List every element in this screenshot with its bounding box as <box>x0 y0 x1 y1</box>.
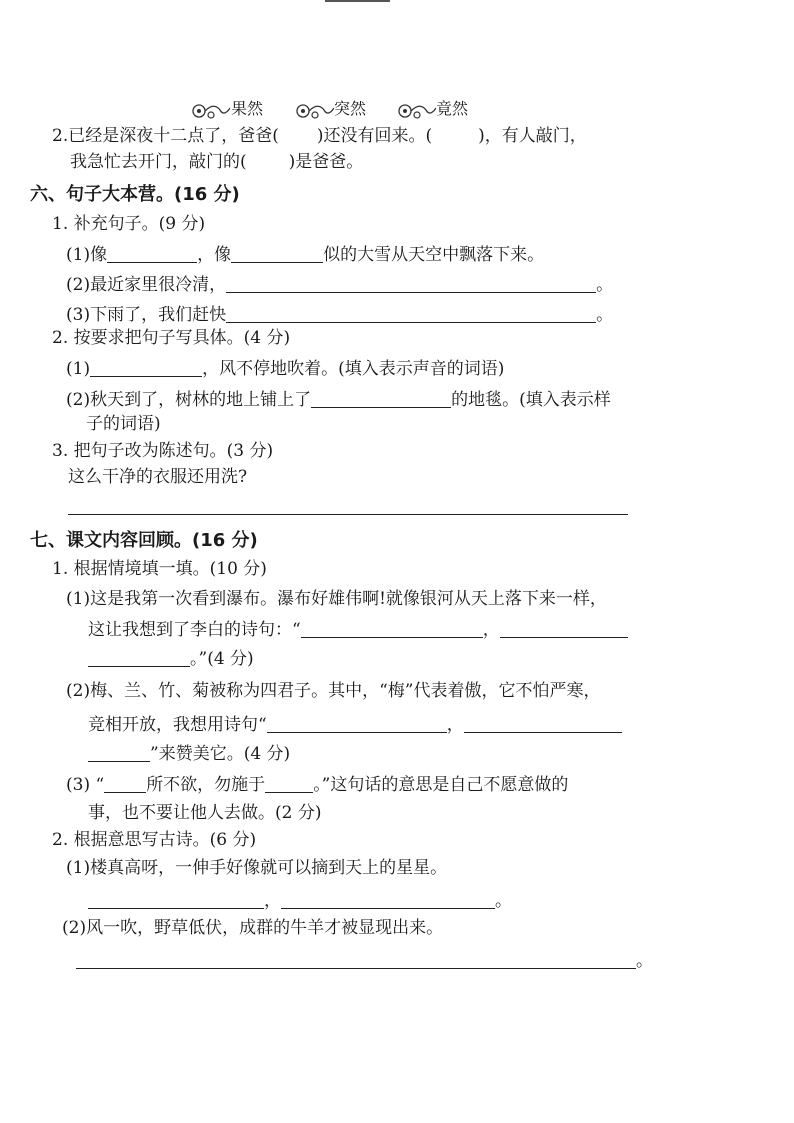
answer-blank[interactable] <box>226 306 596 323</box>
answer-blank[interactable] <box>265 776 313 793</box>
q7-2-1: (1)楼真高呀，一伸手好像就可以摘到天上的星星。 <box>66 858 448 878</box>
q7-1-1-line2: 这让我想到了李白的诗句：“ ， <box>88 621 628 639</box>
question-5-2-line1: 2.已经是深夜十二点了，爸爸( )还没有回来。( )，有人敲门， <box>52 126 587 146</box>
q6-3-sentence: 这么干净的衣服还用洗? <box>68 467 248 487</box>
answer-blank[interactable] <box>90 360 202 377</box>
answer-blank[interactable] <box>301 621 483 638</box>
section-6-title: 六、句子大本营。(16 分) <box>30 184 240 205</box>
q7-2-1-answer: ， 。 <box>88 892 512 910</box>
q7-2-title: 2. 根据意思写古诗。(6 分) <box>52 830 257 850</box>
q6-1-3: (3)下雨了，我们赶快 。 <box>66 305 614 325</box>
answer-blank[interactable] <box>464 716 622 733</box>
answer-blank[interactable] <box>267 716 447 733</box>
answer-blank[interactable] <box>500 621 628 638</box>
q6-2-1: (1) ，风不停地吹着。(填入表示声音的词语) <box>66 359 505 379</box>
flower-icon <box>294 100 334 126</box>
q7-1-2-line2: 竞相开放，我想用诗句“ ， <box>88 716 622 734</box>
answer-line[interactable] <box>68 514 628 515</box>
q6-3-title: 3. 把句子改为陈述句。(3 分) <box>52 441 274 461</box>
word-option-1: 果然 <box>231 99 264 118</box>
q6-1-2: (2)最近家里很冷清， 。 <box>66 275 614 295</box>
answer-blank[interactable] <box>311 391 451 408</box>
word-option-2: 突然 <box>334 99 367 118</box>
q7-1-3-line1: (3) “ 所不欲，勿施于 。”这句话的意思是自己不愿意做的 <box>66 775 569 795</box>
q6-2-2: (2)秋天到了，树林的地上铺上了 的地毯。(填入表示样 <box>66 390 611 410</box>
q7-1-3-line2: 事，也不要让他人去做。(2 分) <box>88 803 322 823</box>
answer-blank[interactable] <box>88 892 264 909</box>
word-option-3: 竟然 <box>436 99 469 118</box>
q6-2-title: 2. 按要求把句子写具体。(4 分) <box>52 328 291 348</box>
answer-blank[interactable] <box>107 246 197 263</box>
q7-1-1-line3: 。”(4 分) <box>88 650 254 668</box>
flower-icon <box>396 100 436 126</box>
q7-1-title: 1. 根据情境填一填。(10 分) <box>52 559 267 579</box>
q7-1-2-line3: ”来赞美它。(4 分) <box>88 745 290 763</box>
question-5-2-line2: 我急忙去开门，敲门的( )是爸爸。 <box>70 152 364 172</box>
q7-2-2-answer: 。 <box>76 952 653 970</box>
answer-blank[interactable] <box>226 276 596 293</box>
flower-icon <box>190 100 230 126</box>
q7-1-1-line1: (1)这是我第一次看到瀑布。瀑布好雄伟啊!就像银河从天上落下来一样， <box>66 589 607 609</box>
answer-blank[interactable] <box>76 952 636 969</box>
answer-blank[interactable] <box>88 745 150 762</box>
q7-1-2-line1: (2)梅、兰、竹、菊被称为四君子。其中，“梅”代表着傲，它不怕严寒， <box>66 681 601 701</box>
section-7-title: 七、课文内容回顾。(16 分) <box>30 530 258 551</box>
answer-blank[interactable] <box>231 246 323 263</box>
answer-blank[interactable] <box>88 650 190 667</box>
scan-mark <box>325 0 390 2</box>
answer-blank[interactable] <box>104 776 146 793</box>
q6-1-1: (1)像 ，像 似的大雪从天空中飘落下来。 <box>66 245 545 265</box>
q7-2-2: (2)风一吹，野草低伏，成群的牛羊才被显现出来。 <box>62 918 444 938</box>
q6-2-2-cont: 子的词语) <box>86 414 161 434</box>
q6-1-title: 1. 补充句子。(9 分) <box>52 214 206 234</box>
answer-blank[interactable] <box>281 892 495 909</box>
